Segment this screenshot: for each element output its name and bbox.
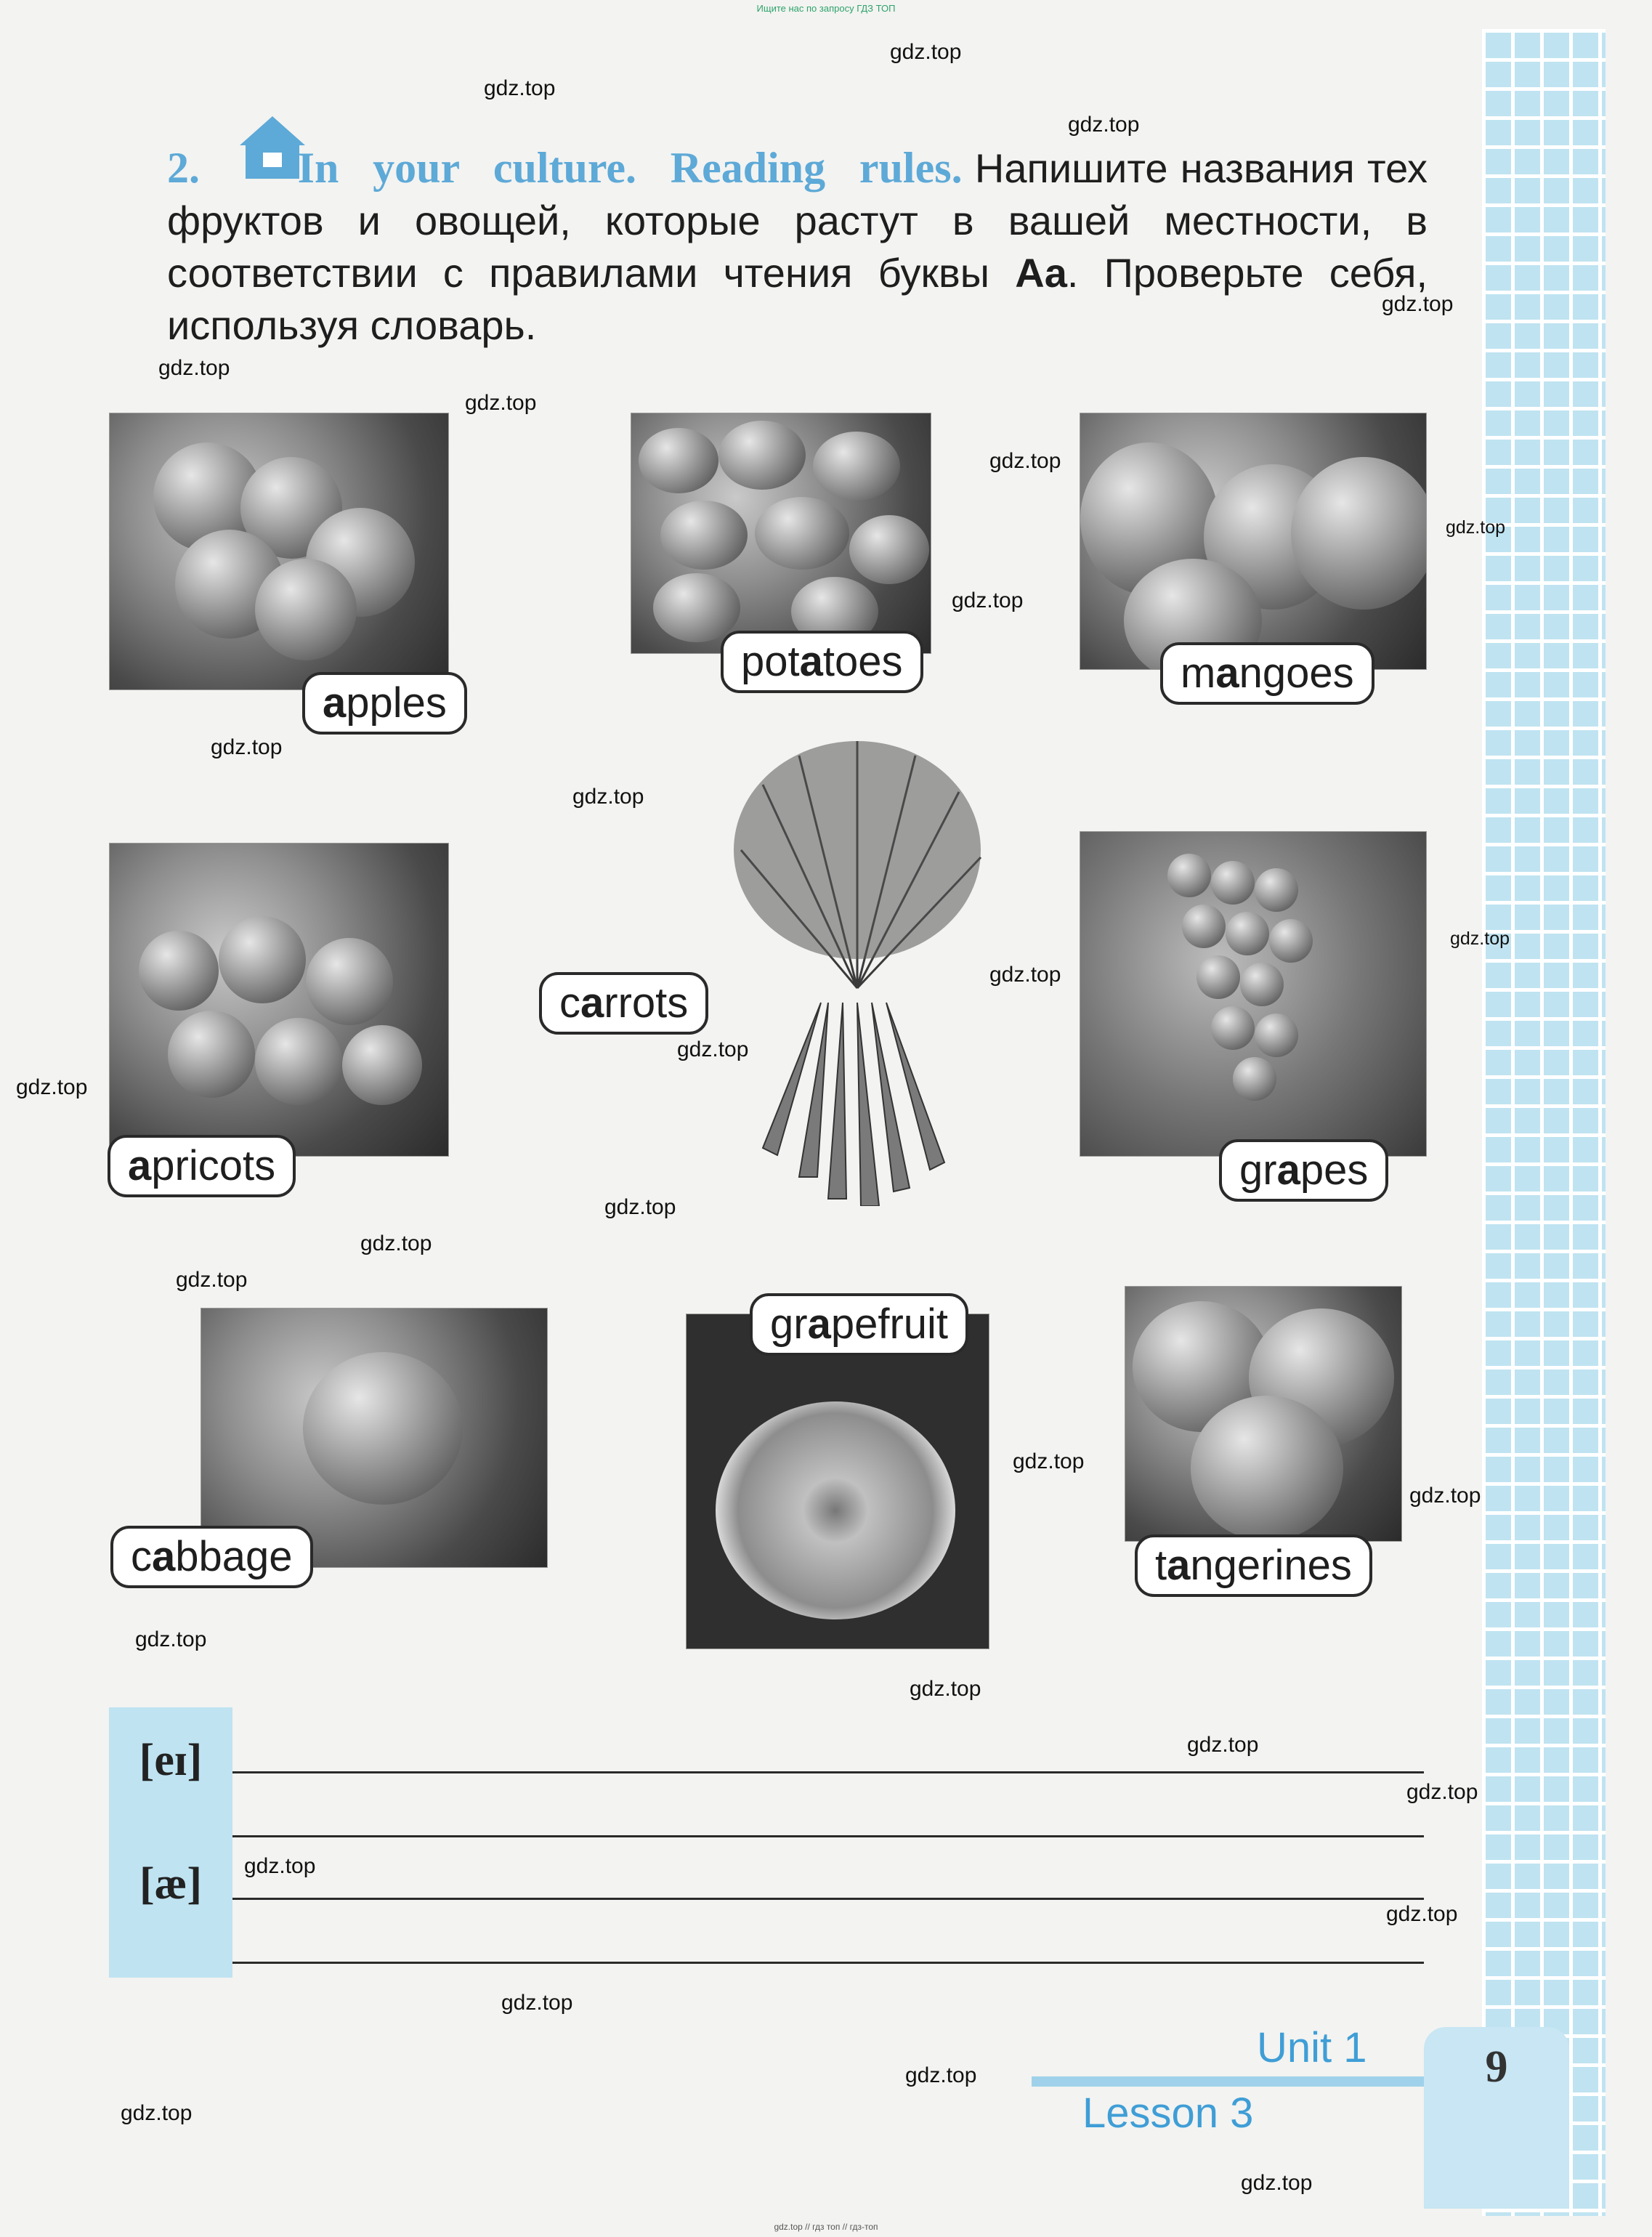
watermark: gdz.top: [890, 40, 962, 64]
task-letters: Aa: [1015, 250, 1067, 296]
watermark: gdz.top: [1406, 1780, 1478, 1804]
watermark: gdz.top: [1013, 1449, 1085, 1473]
label-apples: apples: [302, 672, 467, 735]
tangerines-photo: [1125, 1286, 1402, 1542]
decorative-grid-strip: [1482, 29, 1620, 2216]
header-note: Ищите нас по запросу ГДЗ ТОП: [756, 3, 896, 14]
task-number: 2.: [167, 144, 200, 192]
grapefruit-photo: [686, 1314, 989, 1649]
grapes-photo: [1080, 831, 1427, 1157]
mangoes-photo: [1080, 413, 1427, 670]
watermark: gdz.top: [1241, 2171, 1313, 2195]
watermark: gdz.top: [989, 963, 1061, 987]
watermark: gdz.top: [16, 1075, 88, 1099]
phonetic-ae: [æ]: [139, 1859, 203, 1909]
watermark: gdz.top: [501, 1991, 573, 2015]
task-text-after: . Проверьте себя, используя словарь.: [167, 250, 1428, 348]
watermark: gdz.top: [484, 76, 556, 100]
watermark: gdz.top: [905, 2063, 977, 2087]
watermark: gdz.top: [604, 1195, 676, 1219]
watermark: gdz.top: [1450, 929, 1510, 949]
watermark: gdz.top: [572, 785, 644, 809]
watermark: gdz.top: [465, 391, 537, 415]
label-cabbage: cabbage: [110, 1526, 313, 1588]
apricots-photo: [109, 843, 449, 1157]
task-instruction: [167, 142, 1428, 352]
answer-line[interactable]: [232, 1835, 1424, 1837]
watermark: gdz.top: [1187, 1733, 1259, 1757]
watermark: gdz.top: [1446, 517, 1506, 538]
watermark: gdz.top: [135, 1627, 207, 1651]
watermark: gdz.top: [211, 735, 283, 759]
unit-label: Unit 1: [1257, 2024, 1367, 2071]
watermark: gdz.top: [989, 449, 1061, 473]
watermark: gdz.top: [158, 356, 230, 380]
label-grapefruit: grapefruit: [750, 1293, 968, 1356]
task-text-before: Напишите названия тех фруктов и овощей, которые растут в вашей местности, в соответствии с правилами чтения буквы: [167, 145, 1428, 296]
carrots-photo: [719, 741, 995, 1206]
watermark: gdz.top: [910, 1677, 981, 1701]
phonetic-ei: [eɪ]: [139, 1736, 203, 1785]
label-apricots: apricots: [108, 1135, 296, 1197]
label-grapes: grapes: [1219, 1139, 1388, 1202]
label-tangerines: tangerines: [1135, 1534, 1372, 1597]
task-title: In your culture. Reading rules.: [297, 144, 963, 192]
watermark: gdz.top: [244, 1854, 316, 1878]
answer-block-bottom-border: [109, 1975, 232, 1978]
potatoes-photo: [631, 413, 931, 654]
footer-note: gdz.top // гдз топ // гдз-топ: [774, 2222, 878, 2232]
watermark: gdz.top: [952, 588, 1024, 612]
label-potatoes: potatoes: [721, 631, 923, 693]
watermark: gdz.top: [1386, 1902, 1458, 1926]
watermark: gdz.top: [176, 1268, 248, 1292]
label-mangoes: mangoes: [1160, 642, 1374, 705]
watermark: gdz.top: [121, 2101, 193, 2125]
watermark: gdz.top: [677, 1037, 749, 1061]
label-carrots: carrots: [539, 972, 708, 1035]
answer-line[interactable]: [232, 1771, 1424, 1773]
watermark: gdz.top: [1409, 1484, 1481, 1508]
apples-photo: [109, 413, 449, 690]
page-number: 9: [1485, 2042, 1508, 2092]
watermark: gdz.top: [1068, 113, 1140, 137]
lesson-label: Lesson 3: [1082, 2090, 1254, 2137]
footer-bar: [1032, 2076, 1428, 2087]
answer-line[interactable]: [232, 1962, 1424, 1964]
answer-line[interactable]: [232, 1898, 1424, 1900]
watermark: gdz.top: [1382, 292, 1454, 316]
watermark: gdz.top: [360, 1231, 432, 1255]
